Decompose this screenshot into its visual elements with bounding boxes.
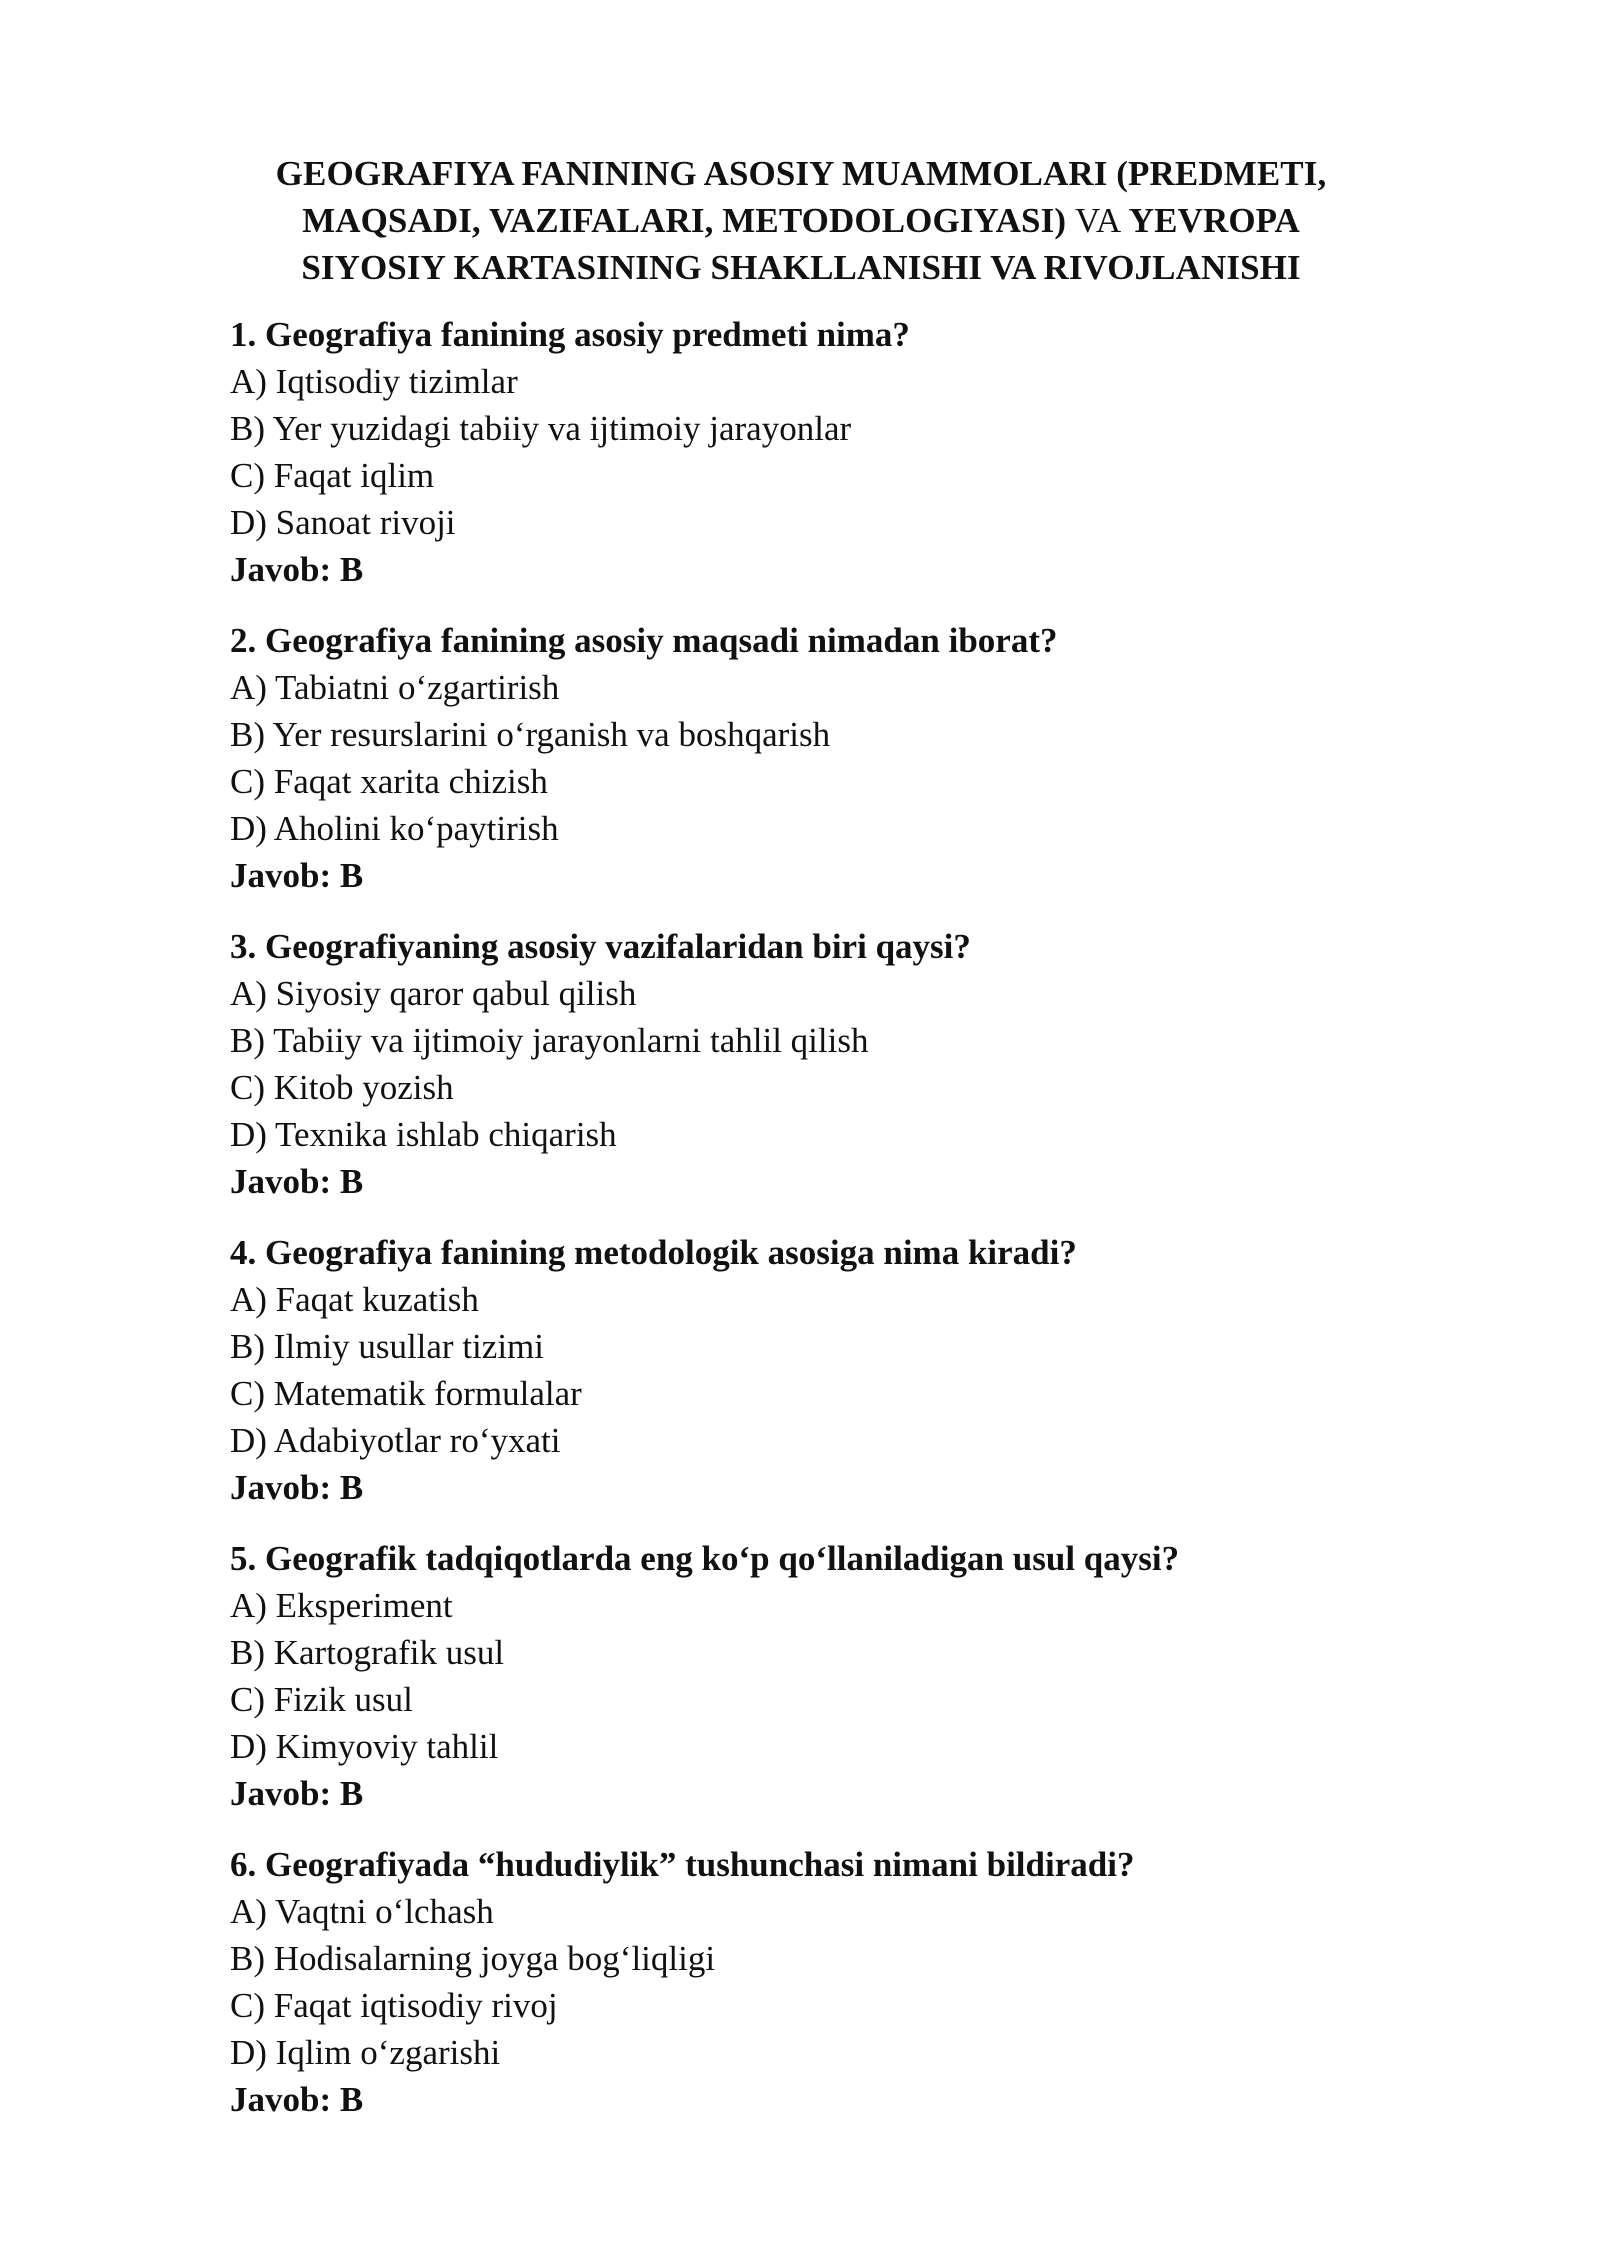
option-a: A) Iqtisodiy tizimlar [230,362,518,401]
option-a: A) Siyosiy qaror qabul qilish [230,974,637,1013]
question-block-1 [230,311,1372,593]
answer-text: Javob: B [230,856,364,895]
question-text: 1. Geografiya fanining asosiy predmeti nima? [230,315,910,354]
answer-text: Javob: B [230,1162,364,1201]
option-d: D) Aholini ko‘paytirish [230,809,559,848]
question-block-4 [230,1229,1372,1511]
option-c: C) Faqat iqlim [230,456,435,495]
question-block-6 [230,1841,1372,2123]
question-text: 4. Geografiya fanining metodologik asosiga nima kiradi? [230,1233,1077,1272]
option-d: D) Texnika ishlab chiqarish [230,1115,617,1154]
option-d: D) Iqlim o‘zgarishi [230,2033,501,2072]
option-c: C) Fizik usul [230,1680,413,1719]
option-d: D) Adabiyotlar ro‘yxati [230,1421,561,1460]
option-c: C) Faqat iqtisodiy rivoj [230,1986,558,2025]
option-d: D) Sanoat rivoji [230,503,456,542]
question-text: 6. Geografiyada “hududiylik” tushunchasi nimani bildiradi? [230,1845,1135,1884]
document-title [230,150,1372,291]
question-text: 5. Geografik tadqiqotlarda eng ko‘p qo‘llaniladigan usul qaysi? [230,1539,1180,1578]
question-block-5 [230,1535,1372,1817]
option-c: C) Faqat xarita chizish [230,762,548,801]
option-a: A) Faqat kuzatish [230,1280,479,1319]
answer-text: Javob: B [230,1774,364,1813]
question-text: 3. Geografiyaning asosiy vazifalaridan biri qaysi? [230,927,971,966]
answer-text: Javob: B [230,550,364,589]
title-part-2: YEVROPA SIYOSIY KARTASINING SHAKLLANISHI VA RIVOJLANISHI [301,201,1301,287]
option-b: B) Kartografik usul [230,1633,505,1672]
option-b: B) Yer resurslarini o‘rganish va boshqarish [230,715,831,754]
option-c: C) Kitob yozish [230,1068,454,1107]
title-part-1: GEOGRAFIYA FANINING ASOSIY MUAMMOLARI (PREDMETI, MAQSADI, VAZIFALARI, METODOLOGIYASI) [275,154,1327,240]
option-a: A) Eksperiment [230,1586,453,1625]
option-c: C) Matematik formulalar [230,1374,582,1413]
option-b: B) Tabiiy va ijtimoiy jarayonlarni tahlil qilish [230,1021,869,1060]
option-d: D) Kimyoviy tahlil [230,1727,499,1766]
option-b: B) Ilmiy usullar tizimi [230,1327,544,1366]
answer-text: Javob: B [230,1468,364,1507]
title-connector: VA [1074,201,1122,240]
option-a: A) Tabiatni o‘zgartirish [230,668,560,707]
option-b: B) Hodisalarning joyga bog‘liqligi [230,1939,716,1978]
question-block-3 [230,923,1372,1205]
question-text: 2. Geografiya fanining asosiy maqsadi nimadan iborat? [230,621,1058,660]
option-a: A) Vaqtni o‘lchash [230,1892,494,1931]
question-block-2 [230,617,1372,899]
option-b: B) Yer yuzidagi tabiiy va ijtimoiy jarayonlar [230,409,852,448]
answer-text: Javob: B [230,2080,364,2119]
